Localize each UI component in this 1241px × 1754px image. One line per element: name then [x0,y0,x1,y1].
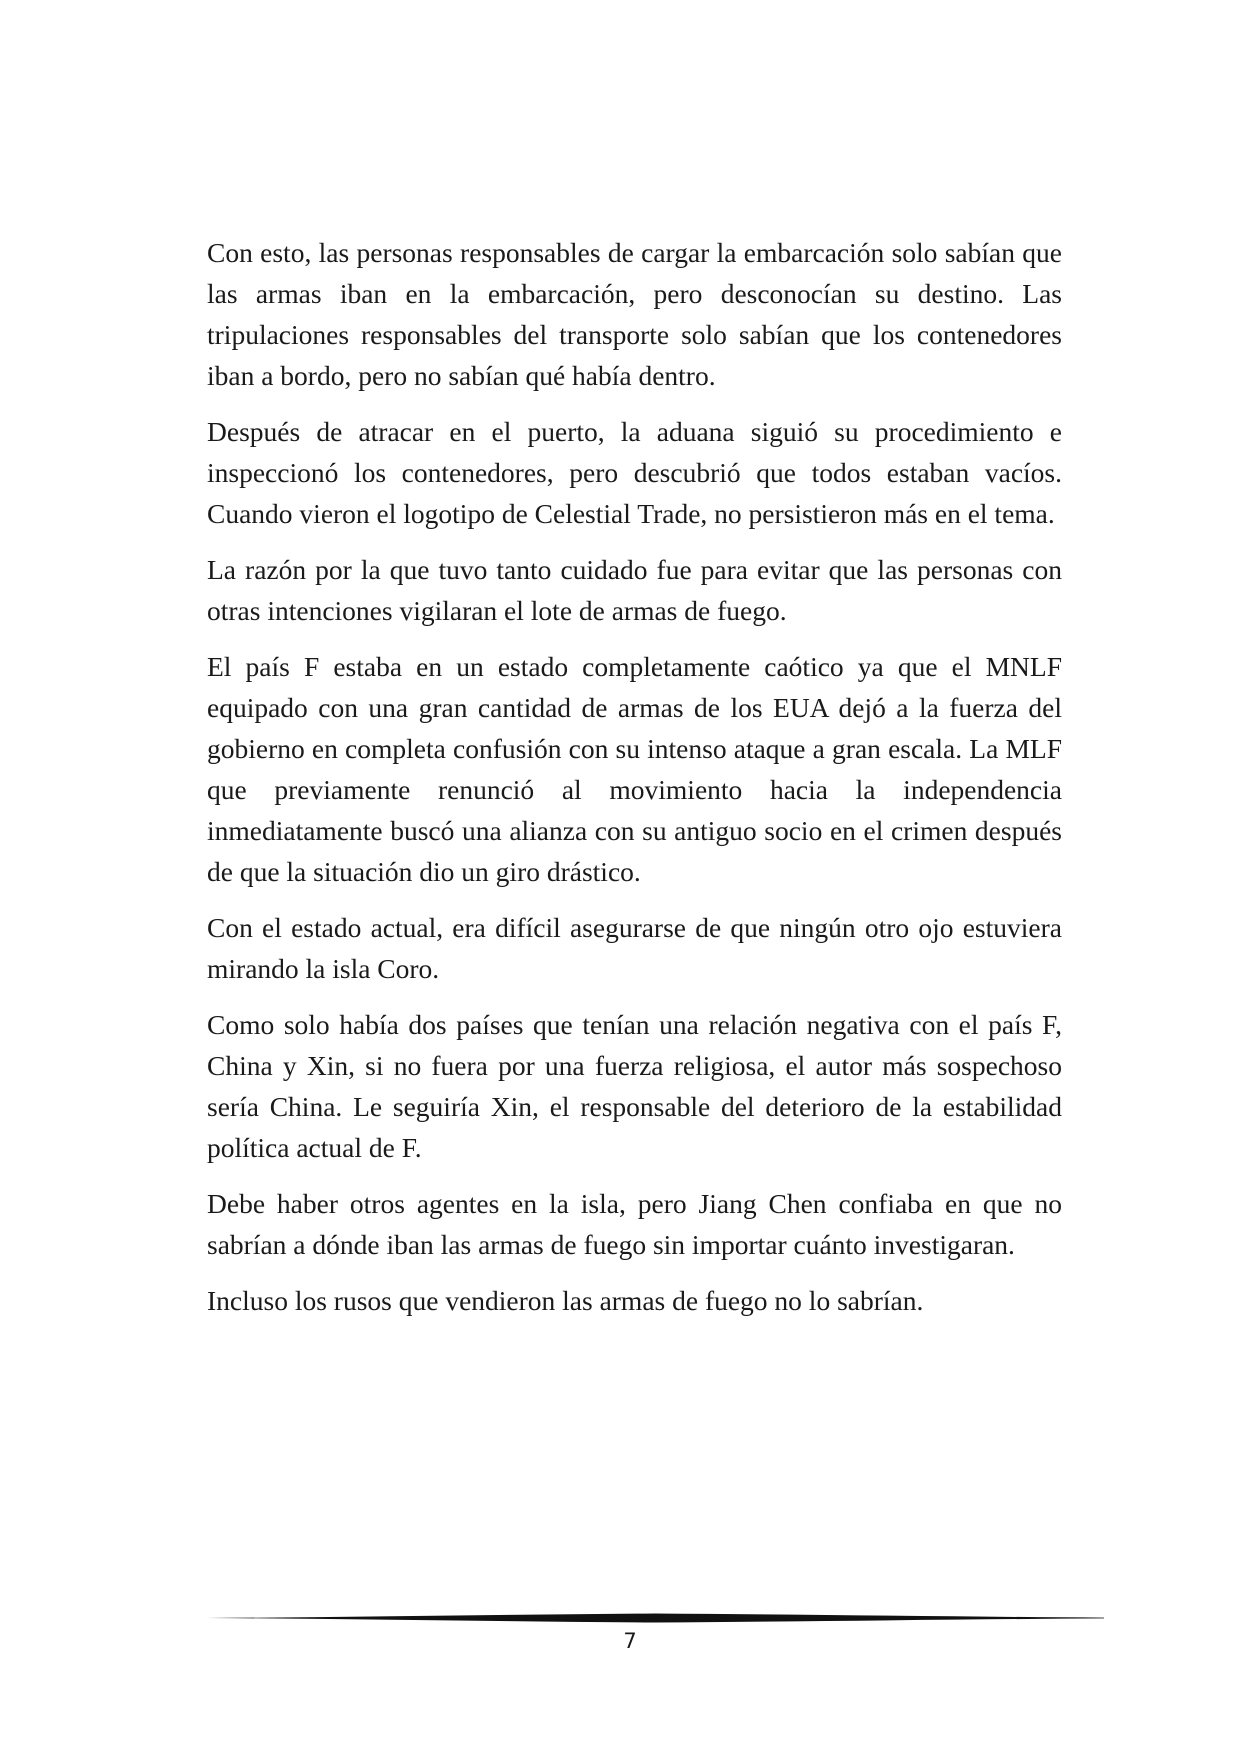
paragraph-7: Debe haber otros agentes en la isla, pero Jiang Chen confiaba en que no sabrían a dónde iban las armas de fuego sin importar cuánto investigaran. [207,1188,1062,1260]
paragraph-1: Con esto, las personas responsables de cargar la embarcación solo sabían que las armas iban en la embarcación, pero desconocían su destino. Las tripulaciones responsables del transporte solo sabían que los contenedores iban a bordo, pero no sabían qué había dentro. [207,237,1062,391]
paragraph-4: El país F estaba en un estado completamente caótico ya que el MNLF equipado con una gran cantidad de armas de los EUA dejó a la fuerza del gobierno en completa confusión con su intenso ataque a gran escala. La MLF que previamente renunció al movimiento hacia la independencia inmediatamente buscó una alianza con su antiguo socio en el crimen después de que la situación dio un giro drástico. [207,651,1062,887]
page-number: 7 [623,1629,637,1653]
paragraph-5: Con el estado actual, era difícil asegurarse de que ningún otro ojo estuviera mirando la isla Coro. [207,912,1062,984]
paragraph-2: Después de atracar en el puerto, la aduana siguió su procedimiento e inspeccionó los contenedores, pero descubrió que todos estaban vacíos. Cuando vieron el logotipo de Celestial Trade, no persistieron más en el tema. [207,416,1062,529]
paragraph-8: Incluso los rusos que vendieron las armas de fuego no lo sabrían. [207,1285,924,1316]
paragraph-3: La razón por la que tuvo tanto cuidado fue para evitar que las personas con otras intenciones vigilaran el lote de armas de fuego. [207,554,1062,626]
body-text [207,232,1062,1336]
paragraph-6: Como solo había dos países que tenían una relación negativa con el país F, China y Xin, si no fuera por una fuerza religiosa, el autor más sospechoso sería China. Le seguiría Xin, el responsable del deterioro de la estabilidad política actual de F. [207,1009,1062,1163]
footer-divider [207,1612,1104,1624]
